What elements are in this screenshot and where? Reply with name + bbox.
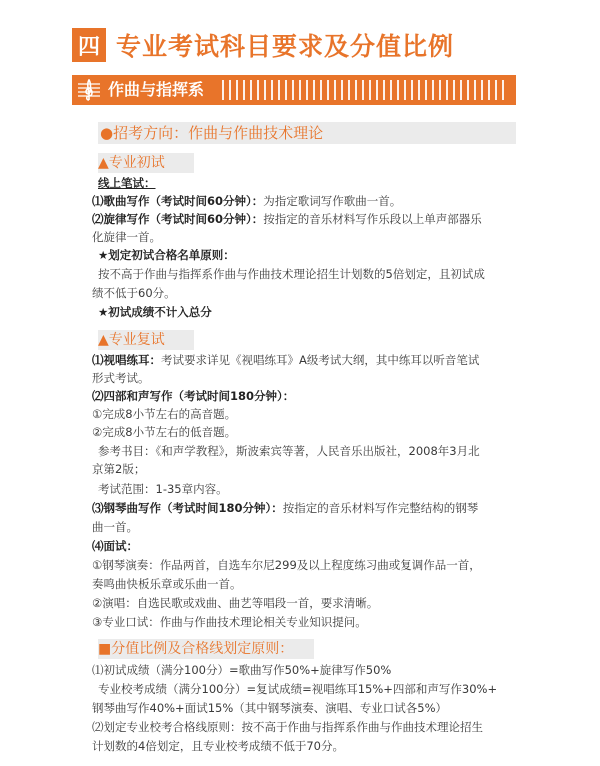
direction-text: ●招考方向：作曲与作曲技术理论 — [100, 124, 324, 142]
section-title-text: 专业考试科目要求及分值比例 — [116, 32, 455, 61]
treble-clef-icon — [78, 79, 100, 101]
online-label: 线上笔试： — [98, 176, 156, 190]
score-line-4: ⑵划定专业校考合格线原则：按不高于作曲与指挥系作曲与作曲技术理论招生 — [92, 720, 483, 734]
score-heading-bar — [98, 639, 314, 659]
retest-line-9: ⑶钢琴曲写作（考试时间180分钟）：按指定的音乐材料写作完整结构的钢琴 — [92, 501, 479, 515]
retest-line-5: ②完成8小节左右的低音题。 — [92, 425, 237, 439]
retest-heading: ▲专业复试 — [98, 332, 165, 348]
retest-line-11: ⑷面试： — [92, 539, 138, 553]
score-line-2: 专业校考成绩（满分100分）=复试成绩=视唱练耳15%+四部和声写作30%+ — [98, 682, 498, 696]
prelim-item-2-cont: 化旋律一首。 — [92, 230, 161, 244]
retest-line-2: 形式考试。 — [92, 371, 150, 385]
direction-bar — [98, 122, 516, 144]
score-line-3: 钢琴曲写作40%+面试15%（其中钢琴演奏、演唱、专业口试各5%） — [92, 701, 447, 715]
retest-line-13: 奏鸣曲快板乐章或乐曲一首。 — [92, 577, 242, 591]
prelim-heading-bar — [98, 153, 194, 173]
retest-line-15: ③专业口试：作曲与作曲技术理论相关专业知识提问。 — [92, 615, 367, 629]
retest-line-3: ⑵四部和声写作（考试时间180分钟）： — [92, 389, 295, 403]
department-banner — [72, 75, 516, 105]
retest-line-8: 考试范围：1-35章内容。 — [98, 482, 228, 496]
prelim-rule-text-2: 绩不低于60分。 — [92, 286, 176, 300]
banner-stripes — [222, 80, 506, 100]
retest-heading-bar — [98, 330, 194, 350]
section-title — [72, 28, 454, 62]
retest-line-14: ②演唱：自选民歌或戏曲、曲艺等唱段一首，要求清晰。 — [92, 596, 379, 610]
section-number-badge: 四 — [72, 28, 106, 62]
retest-line-10: 曲一首。 — [92, 520, 138, 534]
retest-line-4: ①完成8小节左右的高音题。 — [92, 407, 237, 421]
prelim-rule-text-1: 按不高于作曲与指挥系作曲与作曲技术理论招生计划数的5倍划定，且初试成 — [98, 267, 485, 281]
retest-line-7: 京第2版； — [92, 462, 146, 476]
prelim-note: ★初试成绩不计入总分 — [98, 305, 212, 319]
prelim-heading: ▲专业初试 — [98, 155, 165, 171]
score-line-1: ⑴初试成绩（满分100分）=歌曲写作50%+旋律写作50% — [92, 663, 392, 677]
department-title: 作曲与指挥系 — [108, 80, 205, 99]
retest-line-6: 参考书目：《和声学教程》，斯波索宾等著，人民音乐出版社，2008年3月北 — [98, 444, 480, 458]
score-line-5: 计划数的4倍划定，且专业校考成绩不低于70分。 — [92, 739, 344, 753]
prelim-item-2: ⑵旋律写作（考试时间60分钟）：按指定的音乐材料写作乐段以上单声部器乐 — [92, 212, 482, 226]
retest-line-1: ⑴视唱练耳：考试要求详见《视唱练耳》A级考试大纲，其中练耳以听音笔试 — [92, 353, 480, 367]
prelim-rule-label: ★划定初试合格名单原则： — [98, 248, 235, 262]
prelim-item-1: ⑴歌曲写作（考试时间60分钟）：为指定歌词写作歌曲一首。 — [92, 194, 402, 208]
score-heading: ■分值比例及合格线划定原则： — [98, 641, 294, 657]
retest-line-12: ①钢琴演奏：作品两首，自选车尔尼299及以上程度练习曲或复调作品一首， — [92, 558, 481, 572]
